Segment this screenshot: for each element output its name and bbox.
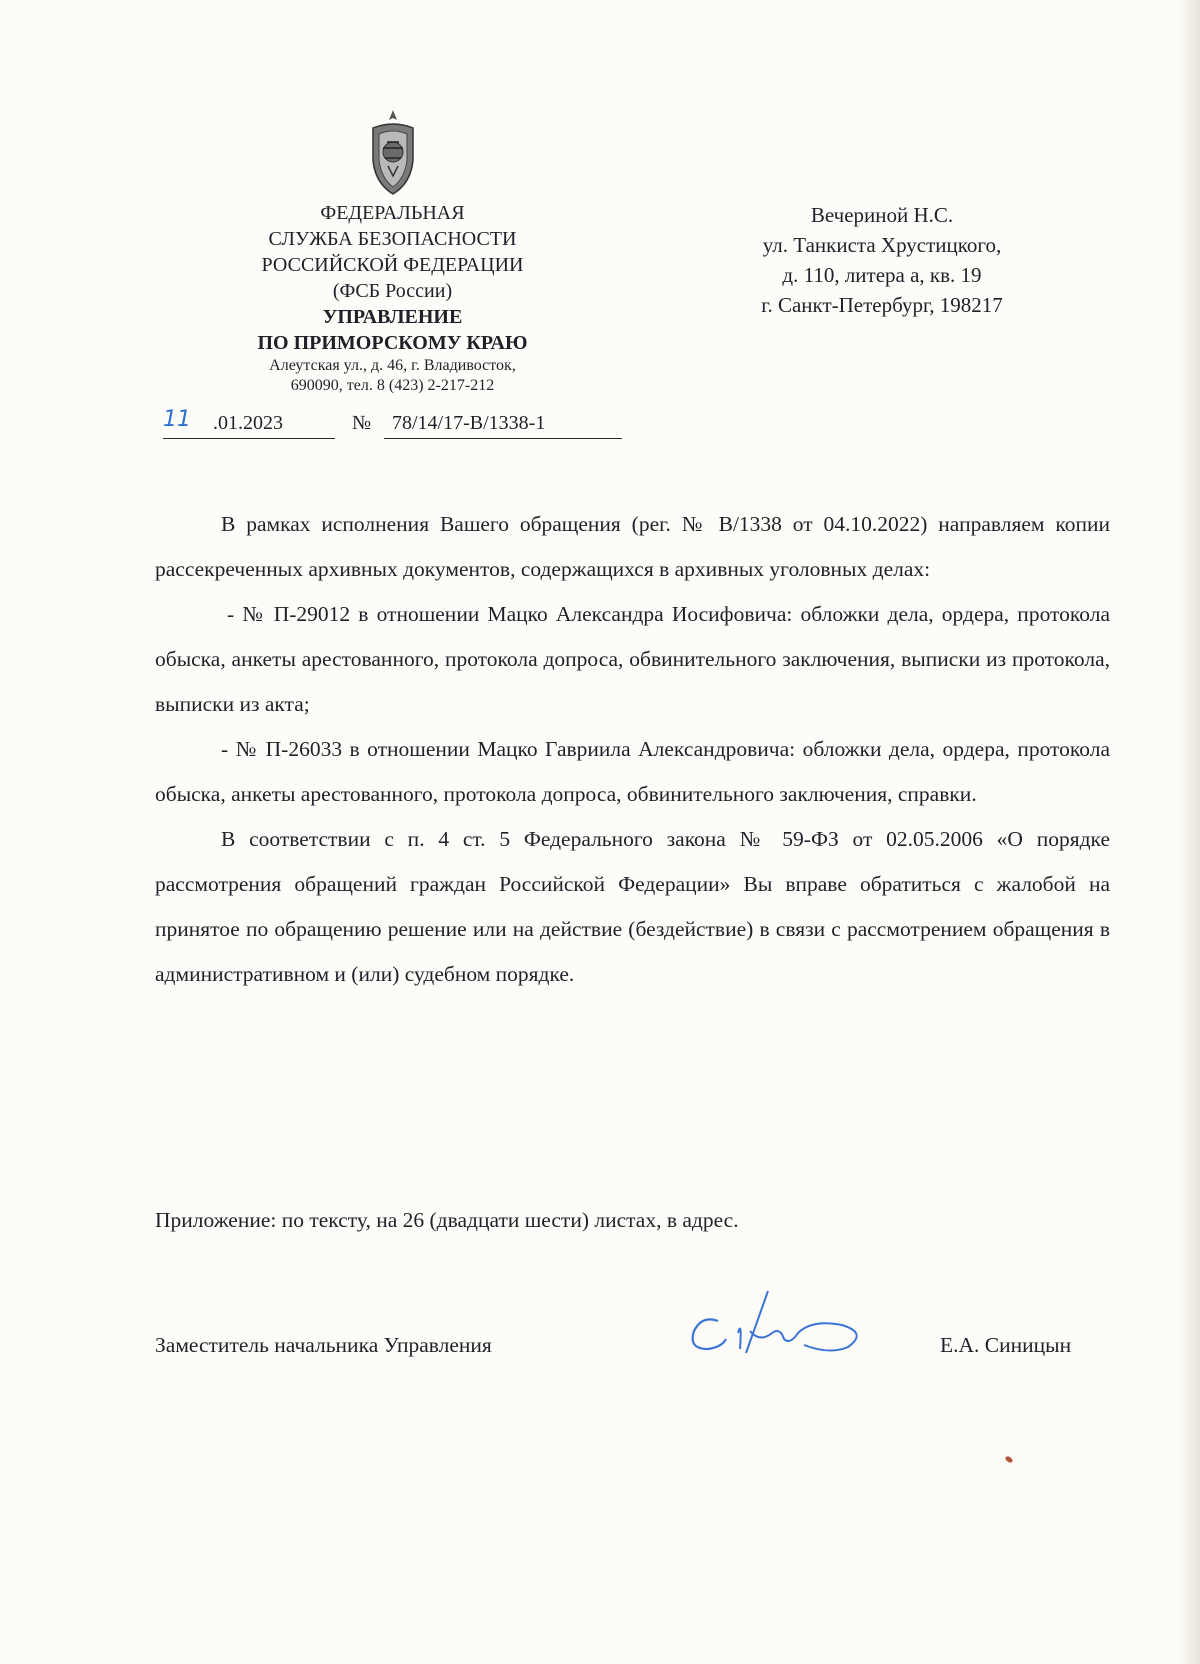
sender-address: Алеутская ул., д. 46, г. Владивосток, [269,357,516,374]
recipient-line: г. Санкт-Петербург, 198217 [761,293,1003,317]
registration-number-text: 78/14/17-В/1338-1 [392,412,546,434]
handwritten-signature-icon [680,1283,875,1363]
recipient-line: Вечериной Н.С. [810,203,954,227]
registration-date [163,407,335,439]
signer-name: Е.А. Синицын [940,1333,1072,1357]
body-list-item: - № П-26033 в отношении Мацко Гавриила Александровича: обложки дела, ордера, протокола обыска, анкеты арестованного, протокола допроса, обвинительного заключения, справки. [155,737,1110,806]
date-text: .01.2023 [213,412,283,434]
recipient-line: ул. Танкиста Хрустицкого, [762,233,1002,257]
sender-header [215,200,570,396]
header-line: (ФСБ России) [332,280,453,302]
header-line: СЛУЖБА БЕЗОПАСНОСТИ [268,228,517,250]
header-line-bold: УПРАВЛЕНИЕ [322,306,463,328]
attachment-note: Приложение: по тексту, на 26 (двадцати шести) листах, в адрес. [155,1208,739,1232]
recipient-line: д. 110, литера а, кв. 19 [782,263,982,287]
page-edge-shadow [1178,0,1200,1664]
handwritten-day: 11 [163,407,191,432]
header-line-bold: ПО ПРИМОРСКОМУ КРАЮ [257,332,528,354]
signer-title: Заместитель начальника Управления [155,1333,492,1357]
body-paragraph: В рамках исполнения Вашего обращения (рег. № В/1338 от 04.10.2022) направляем копии рассекреченных архивных документов, содержащихся в архивных уголовных делах: [155,512,1110,581]
registration-number [384,410,622,439]
recipient-address [712,200,1052,320]
header-line: РОССИЙСКОЙ ФЕДЕРАЦИИ [261,254,524,276]
body-paragraph: В соответствии с п. 4 ст. 5 Федерального закона № 59-ФЗ от 02.05.2006 «О порядке рассмотрения обращений граждан Российской Федерации» Вы вправе обратиться с жалобой на принятое по обращению решение или на действие (бездействие) в связи с рассмотрением обращения в административном и (или) судебном порядке. [155,827,1110,986]
header-line: ФЕДЕРАЛЬНАЯ [320,202,465,224]
letter-body [155,502,1110,997]
body-list-item: - № П-29012 в отношении Мацко Александра Иосифовича: обложки дела, ордера, протокола обыска, анкеты арестованного, протокола допроса, обвинительного заключения, выписки из протокола, выписки из акта; [155,602,1110,716]
fsb-emblem-icon [363,108,423,198]
sender-address: 690090, тел. 8 (423) 2-217-212 [290,377,495,394]
number-sign: № [352,412,372,434]
paper-speck [1004,1455,1013,1464]
